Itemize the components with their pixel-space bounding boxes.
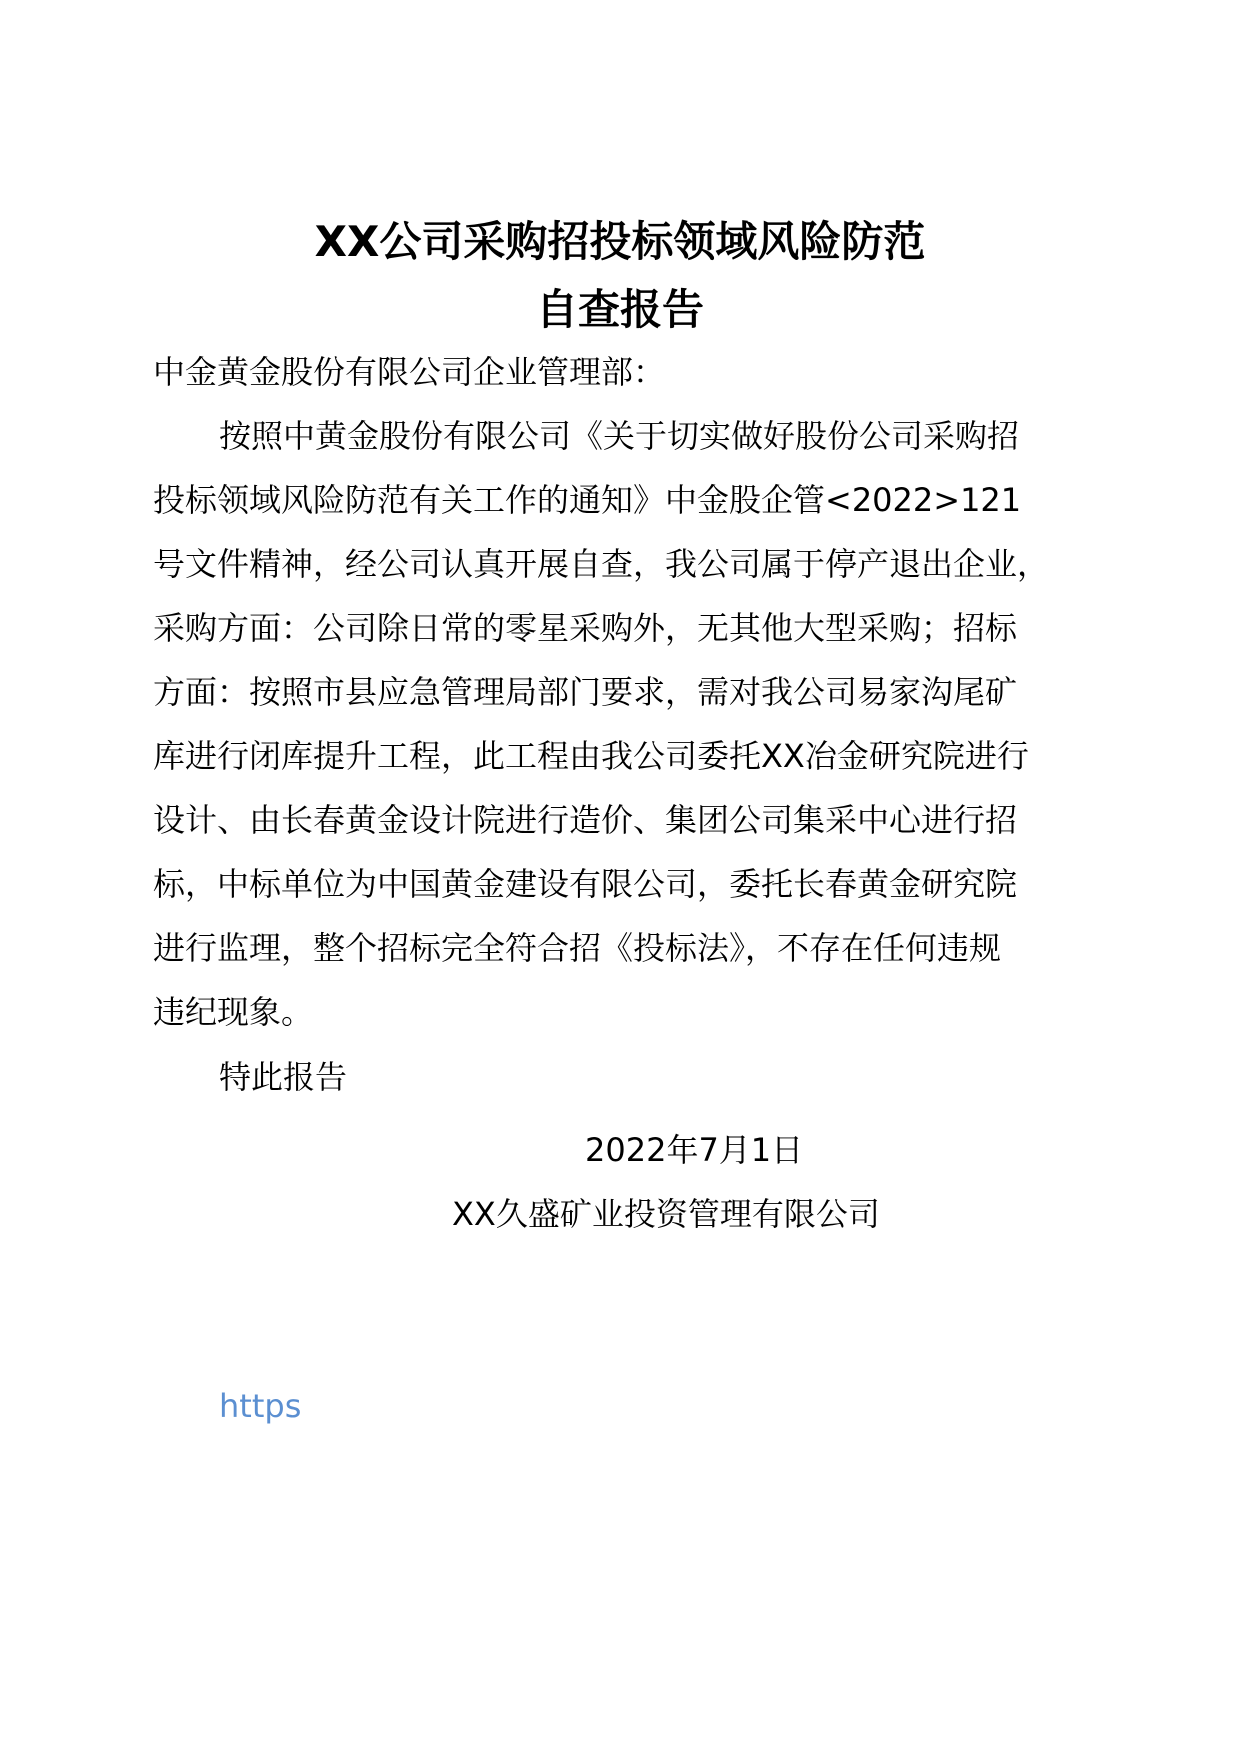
body-paragraph-line: 库进行闭库提升工程，此工程由我公司委托XX冶金研究院进行: [153, 737, 1029, 775]
url-link[interactable]: https: [219, 1387, 302, 1425]
body-paragraph-line: 进行监理，整个招标完全符合招《投标法》，不存在任何违规: [153, 929, 1002, 967]
body-paragraph-line: 方面：按照市县应急管理局部门要求，需对我公司易家沟尾矿: [153, 673, 1018, 711]
body-paragraph-line: 按照中黄金股份有限公司《关于切实做好股份公司采购招: [219, 417, 1020, 455]
closing-text: 特此报告: [219, 1058, 348, 1096]
body-paragraph-line: 标，中标单位为中国黄金建设有限公司，委托长春黄金研究院: [153, 865, 1018, 903]
body-paragraph-line: 设计、由长春黄金设计院进行造价、集团公司集采中心进行招: [153, 801, 1018, 839]
salutation: 中金黄金股份有限公司企业管理部：: [153, 353, 666, 391]
company-signature: XX久盛矿业投资管理有限公司: [452, 1195, 880, 1233]
document-title-line-2: 自查报告: [535, 285, 704, 334]
report-date: 2022年7月1日: [585, 1131, 804, 1169]
body-paragraph-line: 采购方面：公司除日常的零星采购外，无其他大型采购；招标: [153, 609, 1018, 647]
document-title-line-1: XX公司采购招投标领域风险防范: [314, 217, 926, 266]
body-paragraph-line: 违纪现象。: [153, 993, 314, 1031]
body-paragraph-line: 号文件精神，经公司认真开展自查，我公司属于停产退出企业，: [153, 545, 1050, 583]
body-paragraph-line: 投标领域风险防范有关工作的通知》中金股企管<2022>121: [153, 481, 1022, 519]
